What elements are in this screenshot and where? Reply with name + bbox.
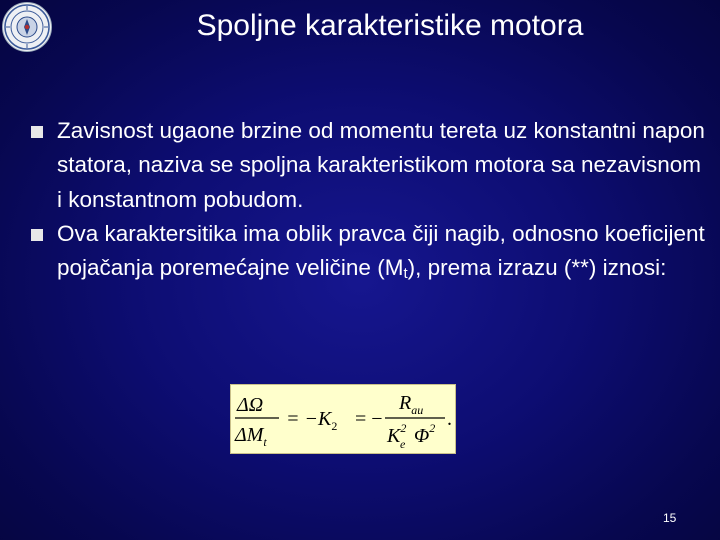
bullet-text-2b: ), prema izrazu (**) iznosi: <box>407 255 667 281</box>
bullet-text-2-subscript: t <box>403 265 408 283</box>
formula-k-sub: 2 <box>331 419 338 433</box>
formula-lhs-denominator-sub: t <box>263 435 267 449</box>
formula-rhs-numerator: R <box>399 392 412 414</box>
square-bullet-icon <box>31 229 43 241</box>
bullet-list <box>28 114 708 291</box>
formula-rhs-denominator-k: K <box>387 425 401 447</box>
formula-rhs-denominator-phi-sup: 2 <box>429 421 436 435</box>
formula-rhs-numerator-sub: au <box>411 403 424 417</box>
bullet-text-2a: Ova karaktersitika ima oblik pravca čiji nagib, odnosno koeficijent pojačanja poremećajne veličine (M <box>57 220 705 281</box>
bullet-text-1: Zavisnost ugaone brzine od momentu tereta uz konstantni napon statora, naziva se spoljna karakteristikom motora sa nezavisnom i konstantnom pobudom. <box>57 118 705 212</box>
formula-box <box>230 384 456 454</box>
svg-text:ΔMt <box>234 424 267 449</box>
formula-lhs-numerator: ΔΩ <box>237 394 264 416</box>
formula-equals-minus: = − <box>355 408 383 430</box>
formula-rhs-denominator-k-sup: 2 <box>400 421 407 435</box>
formula-lhs-denominator: ΔM <box>235 424 264 446</box>
formula-rhs-denominator-k-sub: e <box>400 437 406 451</box>
page-number: 15 <box>663 511 677 525</box>
square-bullet-icon <box>31 126 43 138</box>
svg-text:Φ2 <box>414 421 435 447</box>
svg-text:Rau <box>398 392 423 417</box>
formula-period: . <box>447 408 452 430</box>
bullet-item-1 <box>28 114 708 217</box>
slide-title: Spoljne karakteristike motora <box>196 9 584 42</box>
svg-text:= −K2 <box>286 408 337 433</box>
formula-equals-k: = −K <box>286 408 332 430</box>
bullet-item-2 <box>28 217 708 292</box>
formula-rhs-denominator-phi: Φ <box>414 425 430 447</box>
